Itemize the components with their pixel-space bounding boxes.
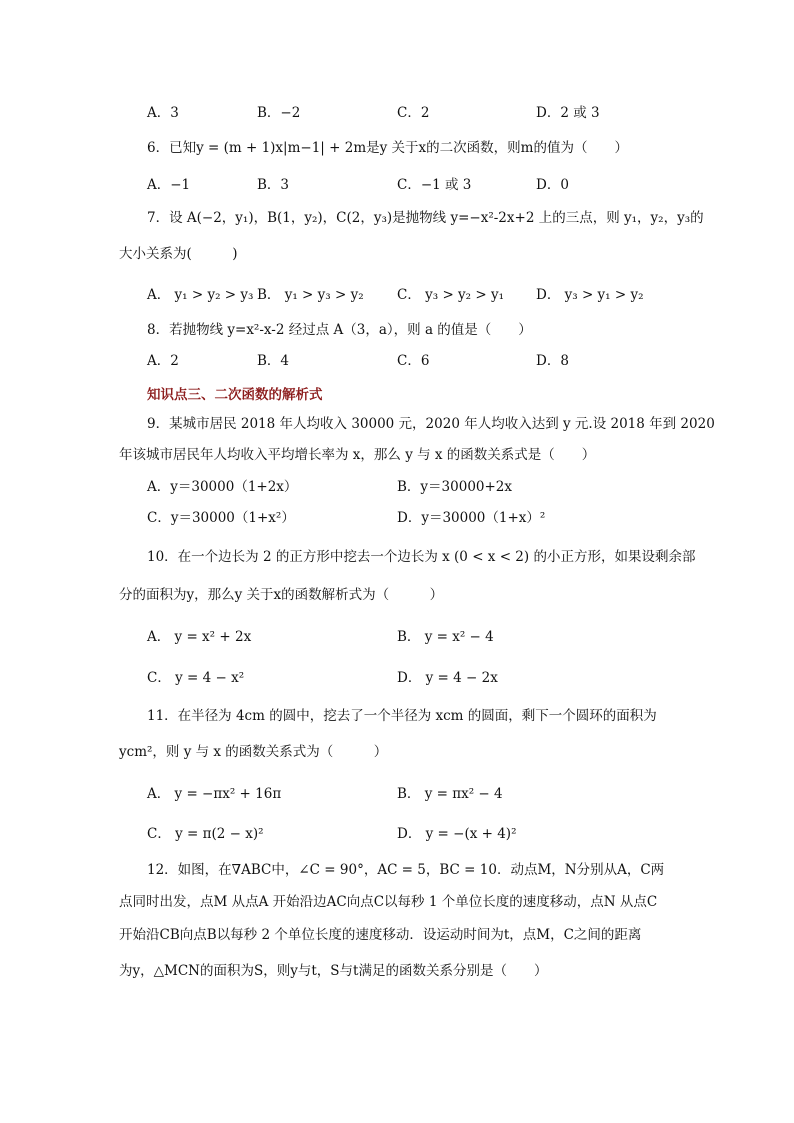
q8-option-c[interactable]: C．6 (397, 353, 430, 369)
q7-question-line1: 7．设 A(−2，y₁)，B(1，y₂)，C(2，y₃)是抛物线 y=−x²-2x+2 上的三点，则 y₁，y₂，y₃的 (147, 210, 704, 226)
q9-option-a[interactable]: A．y＝30000（1+2x） (147, 479, 298, 495)
q11-option-b[interactable]: B． y = πx² − 4 (397, 786, 503, 802)
q6-option-b[interactable]: B．3 (257, 177, 290, 193)
section-heading: 知识点三、二次函数的解析式 (147, 387, 323, 403)
q11-option-a[interactable]: A． y = −πx² + 16π (147, 786, 282, 802)
q11-question-line1: 11．在半径为 4cm 的圆中，挖去了一个半径为 xcm 的圆面，剩下一个圆环的面积为 (147, 708, 657, 724)
q5-option-a[interactable]: A．3 (147, 105, 179, 121)
q11-question-line2: ycm²，则 y 与 x 的函数关系式为（ ） (119, 744, 388, 760)
q8-option-d[interactable]: D．8 (536, 353, 569, 369)
q12-question-line4: 为y，△MCN的面积为S，则y与t，S与t满足的函数关系分别是（ ） (119, 963, 548, 979)
q7-option-a[interactable]: A． y₁ > y₂ > y₃ (147, 287, 254, 303)
q9-option-d[interactable]: D．y＝30000（1+x）² (397, 510, 546, 526)
q10-option-b[interactable]: B． y = x² − 4 (397, 629, 494, 645)
q5-option-b[interactable]: B．−2 (257, 105, 301, 121)
q10-option-d[interactable]: D． y = 4 − 2x (397, 670, 498, 686)
q9-question-line1: 9．某城市居民 2018 年人均收入 30000 元，2020 年人均收入达到 y 元.设 2018 年到 2020 (147, 416, 715, 432)
q7-question-line2: 大小关系为( ) (119, 246, 238, 262)
q11-option-c[interactable]: C． y = π(2 − x)² (147, 826, 264, 842)
q10-question-line1: 10．在一个边长为 2 的正方形中挖去一个边长为 x (0 < x < 2) 的小正方形，如果设剩余部 (147, 549, 696, 565)
q12-question-line1: 12．如图，在∇ABC中，∠C = 90°，AC = 5，BC = 10．动点M，N分别从A，C两 (147, 862, 665, 878)
q9-option-c[interactable]: C．y＝30000（1+x²） (147, 510, 295, 526)
q6-option-d[interactable]: D．0 (536, 177, 569, 193)
q5-option-c[interactable]: C．2 (397, 105, 430, 121)
q10-option-c[interactable]: C． y = 4 − x² (147, 670, 245, 686)
q8-option-b[interactable]: B．4 (257, 353, 290, 369)
q7-option-b[interactable]: B． y₁ > y₃ > y₂ (257, 287, 364, 303)
q8-option-a[interactable]: A．2 (147, 353, 179, 369)
q6-question: 6．已知y = (m + 1)x|m−1| + 2m是y 关于x的二次函数，则m的值为（ ） (147, 140, 628, 156)
q12-question-line2: 点同时出发，点M 从点A 开始沿边AC向点C以每秒 1 个单位长度的速度移动，点N 从点C (119, 894, 658, 910)
q12-question-line3: 开始沿CB向点B以每秒 2 个单位长度的速度移动．设运动时间为t，点M，C之间的距离 (119, 927, 642, 943)
q10-option-a[interactable]: A． y = x² + 2x (147, 629, 252, 645)
q10-question-line2: 分的面积为y，那么y 关于x的函数解析式为（ ） (119, 587, 444, 603)
q7-option-d[interactable]: D． y₃ > y₁ > y₂ (536, 287, 644, 303)
q5-option-d[interactable]: D．2 或 3 (536, 105, 600, 121)
q6-option-a[interactable]: A．−1 (147, 177, 191, 193)
q6-option-c[interactable]: C．−1 或 3 (397, 177, 472, 193)
q11-option-d[interactable]: D． y = −(x + 4)² (397, 826, 517, 842)
q9-question-line2: 年该城市居民年人均收入平均增长率为 x，那么 y 与 x 的函数关系式是（ ） (119, 447, 596, 463)
q7-option-c[interactable]: C． y₃ > y₂ > y₁ (397, 287, 505, 303)
q8-question: 8．若抛物线 y=x²-x-2 经过点 A（3，a），则 a 的值是（ ） (147, 322, 532, 338)
q9-option-b[interactable]: B．y＝30000+2x (397, 479, 513, 495)
